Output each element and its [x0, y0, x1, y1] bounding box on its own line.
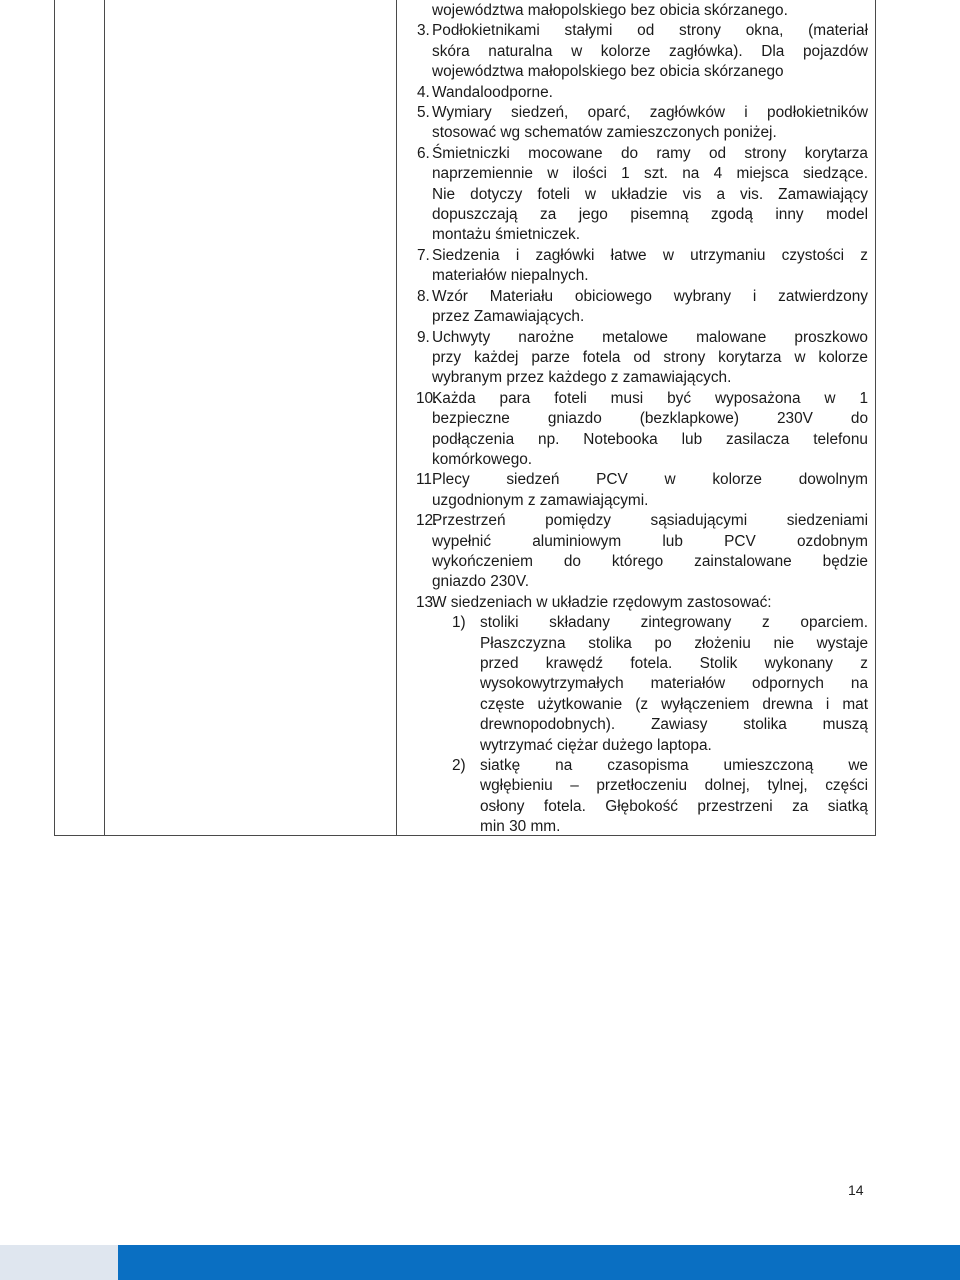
item-number: 9.	[417, 328, 430, 346]
item-line: Siedzenia i zagłówki łatwe w utrzymaniu czystości z	[432, 246, 868, 264]
sub-item-number: 1)	[452, 614, 466, 632]
sub-item-line: wysokowytrzymałych materiałów odpornych na	[480, 675, 868, 693]
item-number: 8.	[417, 287, 430, 305]
item-line: Uchwyty narożne metalowe malowane proszkowo	[432, 328, 868, 346]
list-item-7	[417, 246, 868, 287]
item-line: Wzór Materiału obiciowego wybrany i zatwierdzony	[432, 287, 868, 305]
item-line: W siedzeniach w układzie rzędowym zastosować:	[432, 593, 772, 611]
sub-item-2	[432, 756, 868, 838]
list-item-5	[417, 103, 868, 144]
page-number: 14	[848, 1182, 864, 1198]
item-number: 3.	[417, 22, 430, 40]
sub-item-line: drewnopodobnych). Zawiasy stolika muszą	[480, 716, 868, 734]
item-line: materiałów niepalnych.	[432, 267, 589, 285]
sub-item-line: wytrzymać ciężar dużego laptopa.	[480, 736, 712, 754]
item-number: 6.	[417, 144, 430, 162]
list-item-8	[417, 287, 868, 328]
item-line: skóra naturalna w kolorze zagłówka). Dla pojazdów	[432, 42, 868, 60]
sub-item-line: siatkę na czasopisma umieszczoną we	[480, 757, 868, 775]
item-line: Podłokietnikami stałymi od strony okna, (materiał	[432, 22, 868, 40]
sub-item-line: stoliki składany zintegrowany z oparciem.	[480, 614, 868, 632]
sub-item-line: osłony fotela. Głębokość przestrzeni za siatką	[480, 797, 868, 815]
item-line: podłączenia np. Notebooka lub zasilacza telefonu	[432, 430, 868, 448]
list-item-12	[416, 511, 868, 593]
item-line: naprzemiennie w ilości 1 szt. na 4 miejsca siedzące.	[432, 165, 868, 183]
sub-item-line: przed krawędź fotela. Stolik wykonany z	[480, 655, 868, 672]
item-line: Przestrzeń pomiędzy sąsiadującymi siedzeniami	[432, 512, 868, 530]
sub-item-line: Płaszczyzna stolika po złożeniu nie wystaje	[480, 634, 868, 652]
sub-item-line: min 30 mm.	[480, 818, 561, 836]
list-item-4	[417, 83, 868, 103]
specification-content	[416, 1, 868, 838]
item-number: 10.	[416, 389, 438, 407]
item-line: gniazdo 230V.	[432, 573, 529, 591]
item-line: Plecy siedzeń PCV w kolorze dowolnym	[432, 471, 868, 489]
item-line: dopuszczają za jego pisemną zgodą inny model	[432, 206, 868, 224]
list-item-10	[416, 389, 868, 471]
table-column-divider	[104, 0, 105, 835]
item-number: 13.	[416, 593, 438, 611]
continuation-line: województwa małopolskiego bez obicia skórzanego.	[432, 2, 788, 19]
sub-item-line: wgłębieniu – przetłoczeniu dolnej, tylnej, części	[480, 777, 868, 795]
list-item-9	[417, 328, 868, 389]
item-line: wypełnić aluminiowym lub PCV ozdobnym	[432, 532, 868, 550]
item-line: komórkowego.	[432, 450, 533, 468]
item-line: Nie dotyczy foteli w układzie vis a vis. Zamawiający	[432, 185, 868, 203]
footer-color-band	[0, 1245, 960, 1280]
list-item-11	[416, 470, 868, 511]
list-item-6	[417, 144, 868, 246]
sub-item-1	[432, 613, 868, 756]
item-line: montażu śmietniczek.	[432, 226, 580, 244]
list-item-3	[417, 21, 868, 82]
item-number: 4.	[417, 83, 430, 101]
item-line: uzgodnionym z zamawiającymi.	[432, 491, 649, 509]
list-item-13	[416, 593, 868, 613]
item-line: przez Zamawiających.	[432, 308, 585, 326]
item-number: 12.	[416, 512, 438, 530]
item-line: wykończeniem do którego zainstalowane będzie	[432, 552, 868, 570]
sub-item-line: częste użytkowanie (z wyłączeniem drewna i mat	[480, 695, 868, 713]
item-line: Wandaloodporne.	[432, 83, 553, 101]
item-number: 7.	[417, 246, 430, 264]
item-number: 5.	[417, 104, 430, 122]
item-line: bezpieczne gniazdo (bezklapkowe) 230V do	[432, 410, 868, 428]
sub-item-number: 2)	[452, 757, 466, 775]
item-line: przy każdej parze fotela od strony korytarza w kolorze	[432, 348, 868, 366]
item-line: stosować wg schematów zamieszczonych poniżej.	[432, 124, 777, 142]
item-number: 11.	[416, 471, 437, 489]
table-column-divider	[396, 0, 397, 835]
item-line: Każda para foteli musi być wyposażona w 1	[432, 389, 868, 407]
item-line: Śmietniczki mocowane do ramy od strony korytarza	[432, 144, 868, 162]
item-line: wybranym przez każdego z zamawiających.	[432, 369, 732, 387]
item-line: województwa małopolskiego bez obicia skórzanego	[432, 63, 784, 81]
item-line: Wymiary siedzeń, oparć, zagłówków i podłokietników	[432, 104, 868, 122]
